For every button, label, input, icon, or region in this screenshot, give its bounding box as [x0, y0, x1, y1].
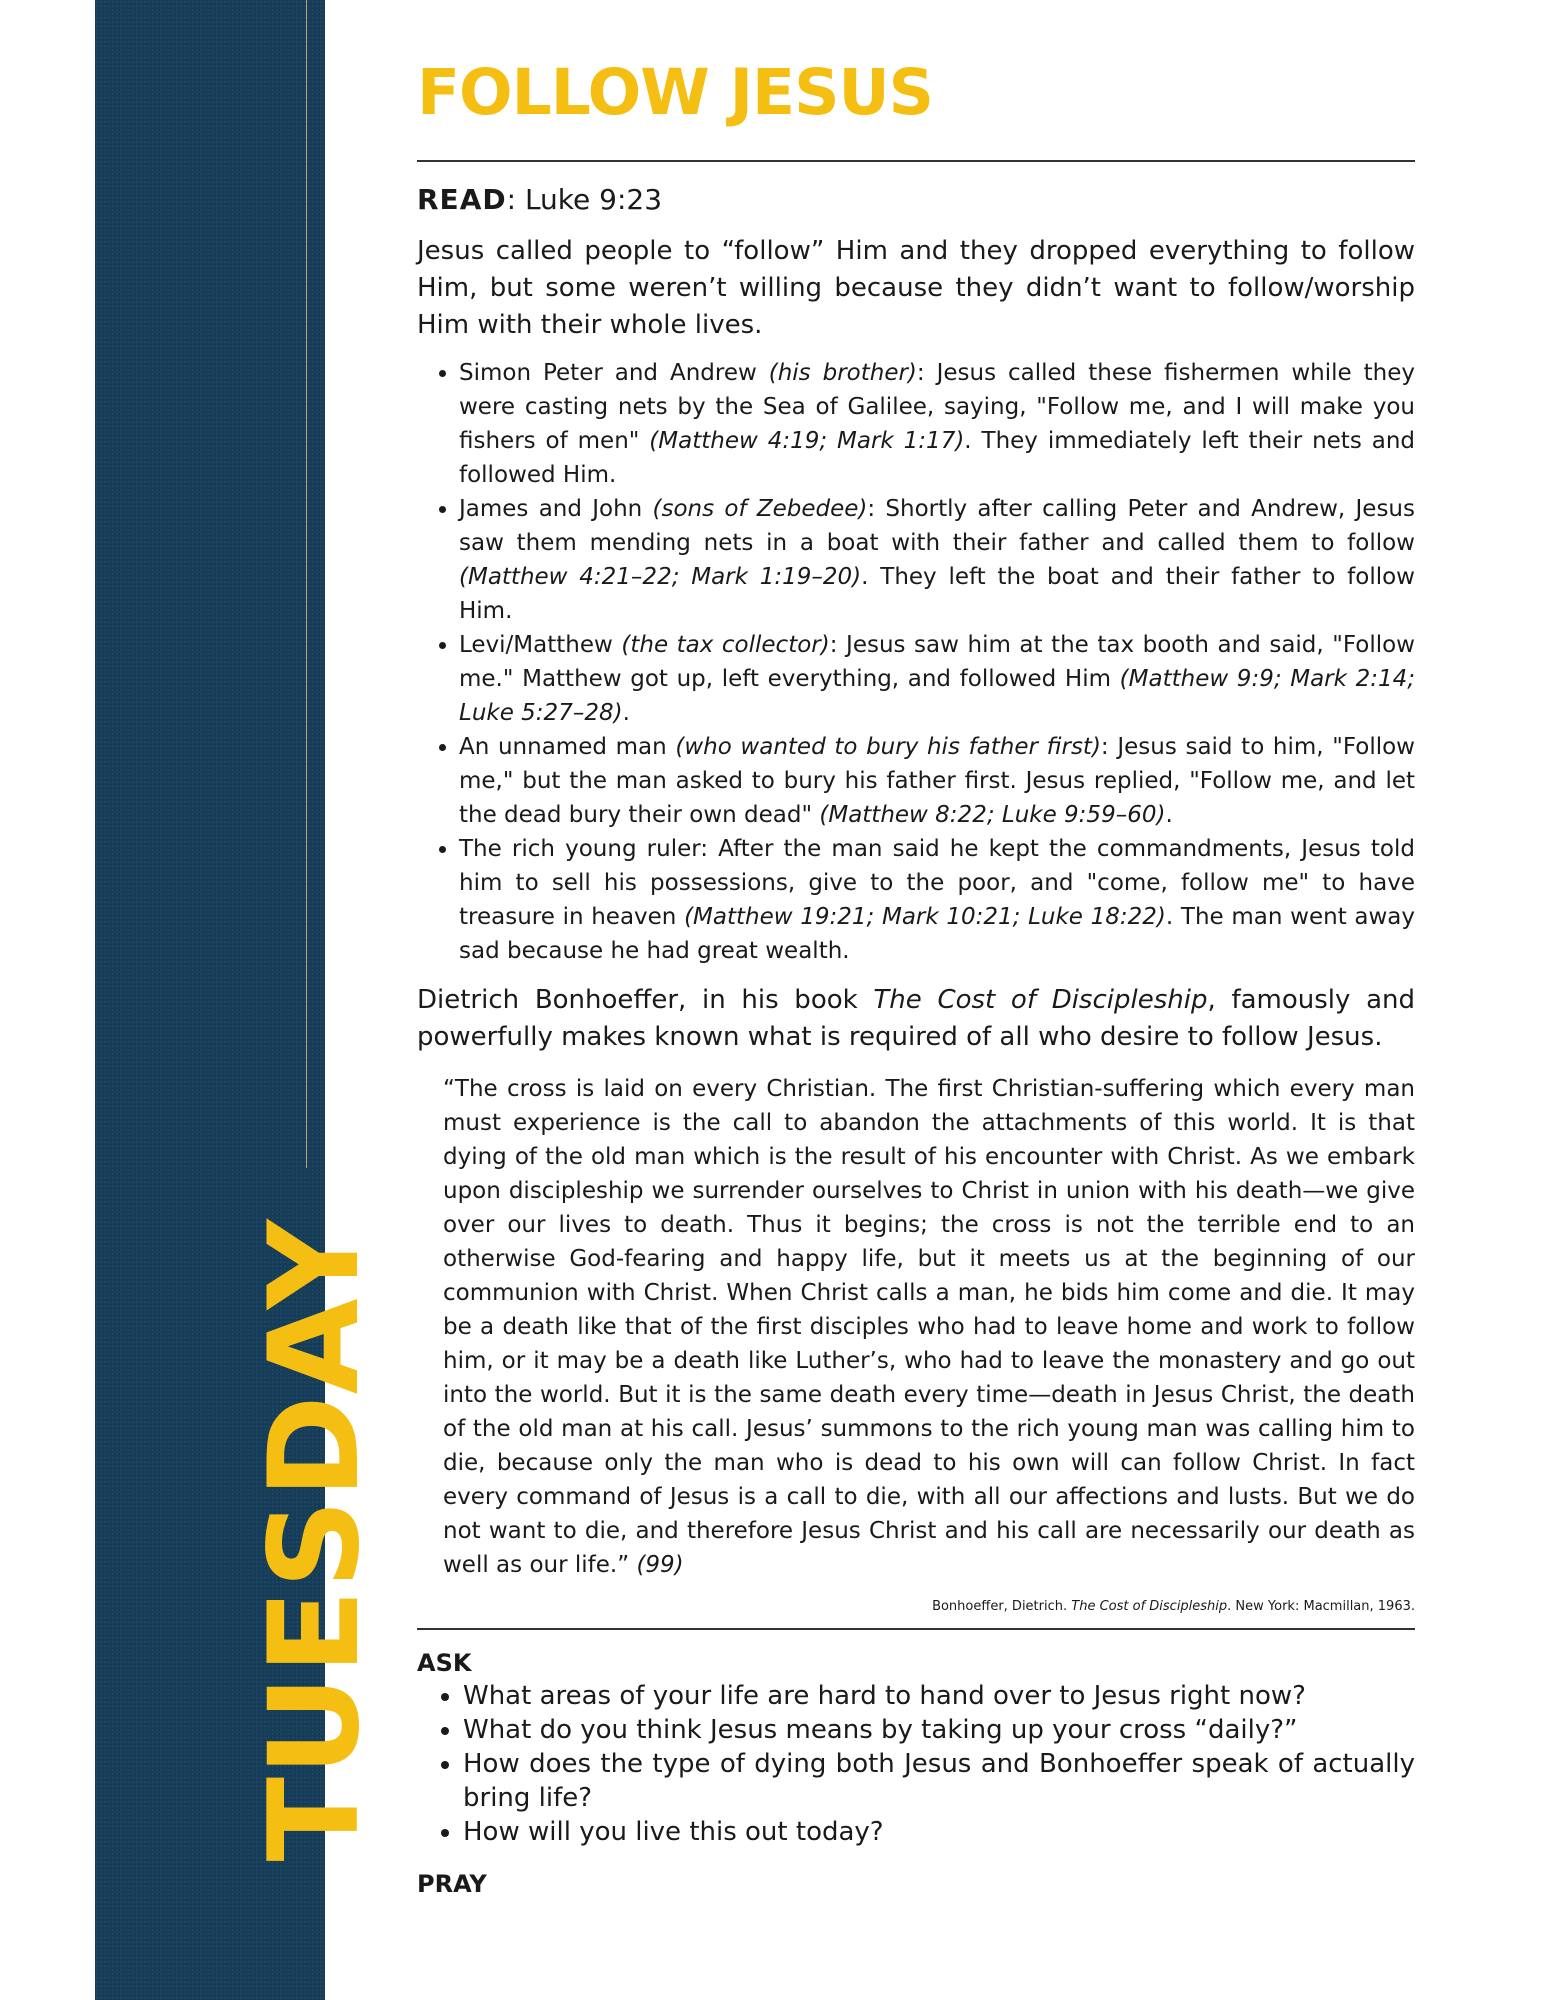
bonhoeffer-paragraph	[417, 982, 1415, 1056]
example-text-end: . They left the boat and their father to follow Him.	[459, 563, 1415, 624]
read-separator: :	[506, 183, 525, 217]
book-title: The Cost of Discipleship	[873, 984, 1208, 1015]
read-label: READ	[417, 183, 507, 217]
example-note: (the tax collector)	[621, 631, 830, 658]
list-item	[459, 832, 1415, 968]
ask-list	[417, 1679, 1415, 1849]
example-text: : Shortly after calling Peter and Andrew, Jesus saw them mending nets in a boat with their father and called them to follow	[459, 495, 1415, 556]
read-line	[417, 182, 1415, 218]
sidebar	[95, 0, 387, 2000]
bonhoeffer-quote	[443, 1072, 1415, 1582]
example-reference: (Matthew 4:19; Mark 1:17)	[649, 427, 965, 454]
page-title: FOLLOW JESUS	[417, 56, 933, 129]
list-item	[459, 730, 1415, 832]
example-note: (who wanted to bury his father first)	[675, 733, 1101, 760]
list-item	[459, 492, 1415, 628]
example-text: : After the man said he kept the commandments, Jesus told him to sell his possessions, give to the poor, and "come, follow me" to have treasure in heaven	[459, 835, 1415, 930]
example-text-end: . They immediately left their nets and followed Him.	[459, 427, 1415, 488]
example-text: : Jesus said to him, "Follow me," but the man asked to bury his father first. Jesus replied, "Follow me, and let the dead bury their own dead"	[459, 733, 1415, 828]
example-name: An unnamed man	[459, 733, 676, 760]
example-text-end: .	[622, 699, 630, 726]
example-text-end: .	[1165, 801, 1173, 828]
example-text-end: . The man went away sad because he had great wealth.	[459, 903, 1416, 964]
ask-label: ASK	[417, 1648, 472, 1677]
citation-book: The Cost of Discipleship	[1071, 1598, 1228, 1614]
section-divider	[417, 1628, 1415, 1630]
example-reference: (Matthew 19:21; Mark 10:21; Luke 18:22)	[684, 903, 1166, 930]
example-name: Simon Peter and Andrew	[459, 359, 769, 386]
title-divider	[417, 160, 1415, 162]
sidebar-divider-line	[306, 0, 307, 1168]
pray-label: PRAY	[417, 1869, 487, 1898]
read-reference: Luke 9:23	[524, 183, 663, 217]
citation-publisher: . New York: Macmillan, 1963.	[1227, 1598, 1415, 1614]
example-name: The rich young ruler	[459, 835, 701, 862]
list-item: • How will you live this out today?	[463, 1815, 1415, 1849]
example-reference: (Matthew 9:9; Mark 2:14; Luke 5:27–28)	[459, 665, 1415, 726]
bonhoeffer-text-end: , famously and powerfully makes known what is required of all who desire to follow Jesus.	[417, 984, 1416, 1052]
quote-text: “The cross is laid on every Christian. The first Christian-suffering which every man must experience is the call to abandon the attachments of this world. It is that dying of the old man which is the result of his encounter with Christ. As we embark upon discipleship we surrender ourselves to Christ in union with his death—we give over our lives to death. Thus it begins; the cross is not the terrible end to an otherwise God-fearing and happy life, but it meets us at the beginning of our communion with Christ. When Christ calls a man, he bids him come and die. It may be a death like that of the first disciples who had to leave home and work to follow him, or it may be a death like Luther’s, who had to leave the monastery and go out into the world. But it is the same death every time—death in Jesus Christ, the death of the old man at his call. Jesus’ summons to the rich young man was calling him to die, because only the man who is dead to his own will can follow Christ. In fact every command of Jesus is a call to die, with all our affections and lusts. But we do not want to die, and therefore Jesus Christ and his call are necessarily our death as well as our life.”	[443, 1075, 1415, 1578]
examples-list	[417, 356, 1415, 968]
quote-page: (99)	[636, 1551, 684, 1578]
list-item	[459, 356, 1415, 492]
example-name: James and John	[459, 495, 653, 522]
example-reference: (Matthew 8:22; Luke 9:59–60)	[819, 801, 1166, 828]
example-name: Levi/Matthew	[459, 631, 622, 658]
example-text: : Jesus called these fishermen while they were casting nets by the Sea of Galilee, saying, "Follow me, and I will make you fishers of men"	[459, 359, 1415, 454]
citation-author: Bonhoeffer, Dietrich.	[932, 1598, 1072, 1614]
bonhoeffer-text: Dietrich Bonhoeffer, in his book	[417, 984, 874, 1015]
list-item: • How does the type of dying both Jesus and Bonhoeffer speak of actually bring life?	[463, 1747, 1415, 1815]
example-reference: (Matthew 4:21–22; Mark 1:19–20)	[459, 563, 862, 590]
example-text: : Jesus saw him at the tax booth and said, "Follow me." Matthew got up, left everything, and followed Him	[459, 631, 1415, 692]
list-item: • What areas of your life are hard to hand over to Jesus right now?	[463, 1679, 1415, 1713]
list-item: • What do you think Jesus means by taking up your cross “daily?”	[463, 1713, 1415, 1747]
example-note: (sons of Zebedee)	[652, 495, 868, 522]
example-note: (his brother)	[768, 359, 917, 386]
citation	[417, 1598, 1415, 1616]
main-content	[417, 58, 1415, 1900]
list-item	[459, 628, 1415, 730]
intro-paragraph: Jesus called people to “follow” Him and they dropped everything to follow Him, but some weren’t willing because they didn’t want to follow/worship Him with their whole lives.	[417, 235, 1415, 340]
day-label: TUESDAY	[243, 1218, 387, 1862]
